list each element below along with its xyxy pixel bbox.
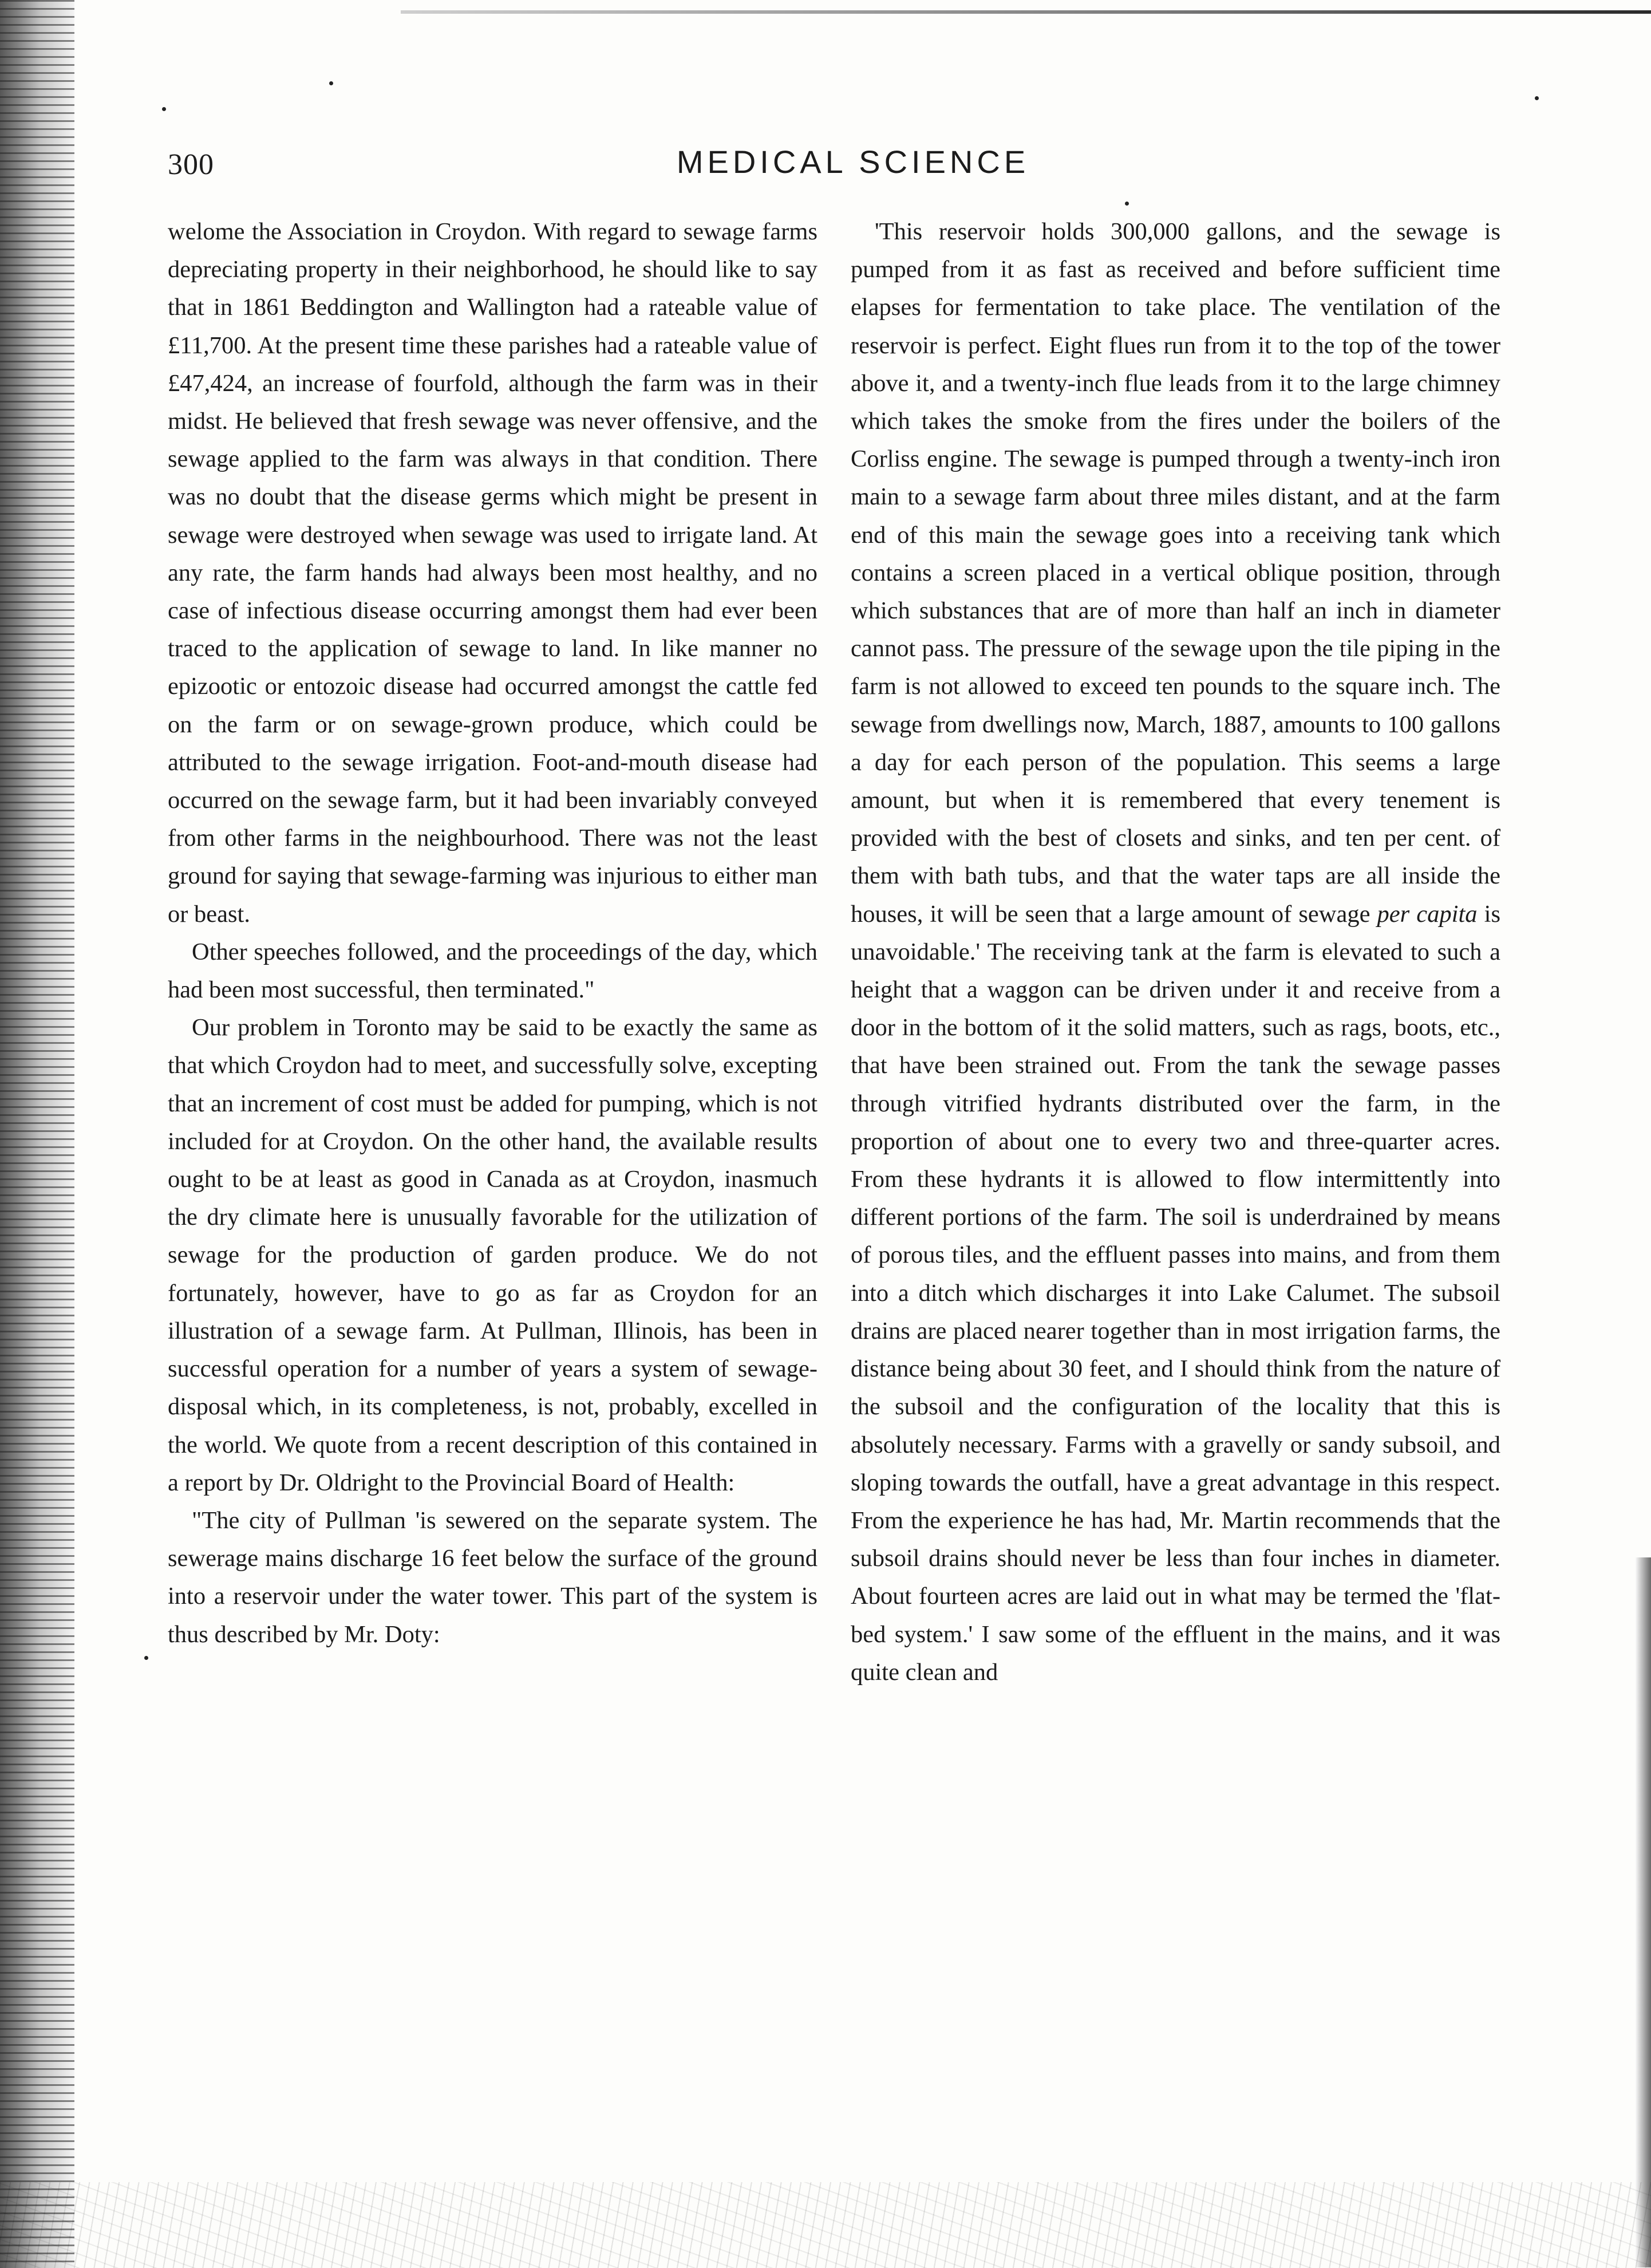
- ink-speck: [1125, 202, 1129, 206]
- paragraph: "The city of Pullman 'is sewered on the separate system. The sewerage mains discharge 16 feet below the surface of the ground into a reservoir under the water tower. This part of the system is thus described by Mr. Doty:: [168, 1506, 817, 1648]
- paragraph-text: 'This reservoir holds 300,000 gallons, and the sewage is pumped from it as fast as received and before sufficient time elapses for fermentation to take place. The ventilation of the reservoir is perfect. Eight flues run from it to the top of the tower above it, and a twenty-inch flue leads from it to the large chimney which takes the smoke from the fires under the boilers of the Corliss engine. The sewage is pumped through a twenty-inch iron main to a sewage farm about three miles distant, and at the farm end of this main the sewage goes into a receiving tank which contains a screen placed in a vertical oblique position, through which substances that are of more than half an inch in diameter cannot pass. The pressure of the sewage upon the tile piping in the farm is not allowed to exceed ten pounds to the square inch. The sewage from dwellings now, March, 1887, amounts to 100 gallons a day for each person of the population. This seems a large amount, but when it is remembered that every tenement is provided with the best of closets and sinks, and ten per cent. of them with bath tubs, and that the water taps are all inside the houses, it will be seen that a large amount of sewage: [851, 218, 1500, 928]
- running-head: MEDICAL SCIENCE: [676, 144, 1030, 180]
- scan-noise: [0, 2182, 1651, 2268]
- paragraph-text: is unavoidable.' The receiving tank at the farm is elevated to such a height that a waggon can be driven under it and receive from a door in the bottom of it the solid matters, such as rags, boots, etc., that have been strained out. From the tank the sewage passes through vitrified hydrants distributed over the farm, in the proportion of about one to every two and three-quarter acres. From these hydrants it is allowed to flow intermittently into different portions of the farm. The soil is underdrained by means of porous tiles, and the effluent passes into mains, and from them into a ditch which discharges it into Lake Calumet. The subsoil drains are placed nearer together than in most irrigation farms, the distance being about 30 feet, and I should think from the nature of the subsoil and the configuration of the locality that this is absolutely necessary. Farms with a gravelly or sandy subsoil, and sloping towards the outfall, have a great advantage in this respect. From the experience he has had, Mr. Martin recommends that the subsoil drains should never be less than four inches in diameter. About fourteen acres are laid out in what may be termed the 'flat-bed system.' I saw some of the effluent in the mains, and it was quite clean and: [851, 900, 1500, 1686]
- paragraph: Other speeches followed, and the proceedings of the day, which had been most successful, then terminated.": [168, 938, 817, 1004]
- page-edge-shadow: [1635, 1557, 1651, 2267]
- binding-edge: [0, 0, 74, 2268]
- ink-speck: [329, 81, 333, 85]
- italic-term: per capita: [1377, 900, 1478, 928]
- ink-speck: [162, 107, 166, 111]
- ink-speck: [1535, 96, 1539, 100]
- paragraph: welome the Association in Croydon. With regard to sewage farms depreciating property in their neighborhood, he should like to say that in 1861 Beddington and Wallington had a rateable value of £11,700. At the present time these parishes had a rateable value of £47,424, an increase of fourfold, although the farm was in their midst. He believed that fresh sewage was never offensive, and the sewage applied to the farm was always in that condition. There was no doubt that the disease germs which might be present in sewage were destroyed when sewage was used to irrigate land. At any rate, the farm hands had always been most healthy, and no case of infectious disease occurring amongst them had ever been traced to the application of sewage to land. In like manner no epizootic or entozoic disease had occurred amongst the cattle fed on the farm or on sewage-grown produce, which could be attributed to the sewage irrigation. Foot-and-mouth disease had occurred on the sewage farm, but it had been invariably conveyed from other farms in the neighbourhood. There was not the least ground for saying that sewage-farming was injurious to either man or beast.: [168, 218, 817, 928]
- ink-speck: [144, 1656, 148, 1660]
- left-column: [168, 213, 817, 1654]
- paragraph: Our problem in Toronto may be said to be exactly the same as that which Croydon had to meet, and successfully solve, excepting that an increment of cost must be added for pumping, which is not included for at Croydon. On the other hand, the available results ought to be at least as good in Canada as at Croydon, inasmuch the dry climate here is unusually favorable for the utilization of sewage for the production of garden produce. We do not fortunately, however, have to go as far as Croydon for an illustration of a sewage farm. At Pullman, Illinois, has been in successful operation for a number of years a system of sewage-disposal which, in its completeness, is not, probably, excelled in the world. We quote from a recent description of this contained in a report by Dr. Oldright to the Provincial Board of Health:: [168, 1014, 817, 1496]
- page-number: 300: [168, 148, 214, 181]
- right-column: [851, 213, 1500, 1691]
- paragraph: [851, 213, 1500, 1691]
- top-rule: [401, 10, 1651, 14]
